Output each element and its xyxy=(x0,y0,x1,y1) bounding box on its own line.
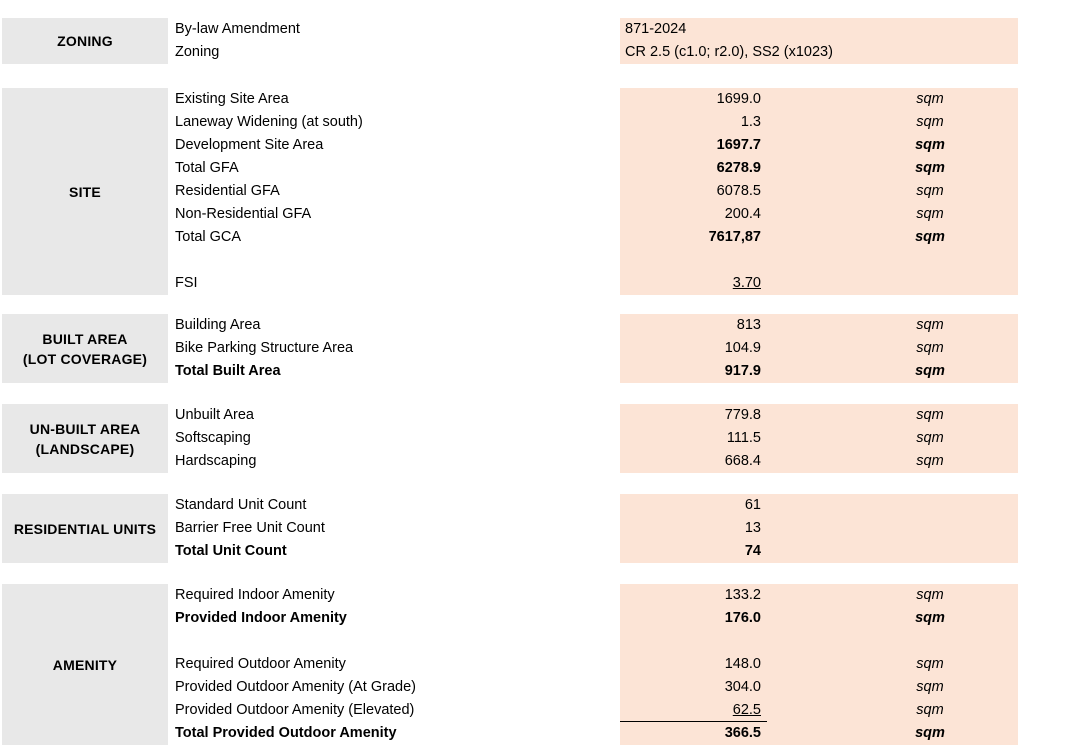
stat-row xyxy=(0,226,1073,249)
section-site xyxy=(0,88,1073,295)
stat-row xyxy=(0,180,1073,203)
stat-row xyxy=(0,607,1073,630)
unit-label: sqm xyxy=(915,137,945,153)
unit-label: sqm xyxy=(916,453,944,469)
section-title-line: RESIDENTIAL UNITS xyxy=(13,520,157,537)
row-value: 304.0 xyxy=(724,679,761,695)
sections-container xyxy=(0,18,1073,745)
section-title-line: AMENITY xyxy=(52,656,118,673)
stat-row xyxy=(0,41,1073,64)
stat-row xyxy=(0,360,1073,383)
row-value: 779.8 xyxy=(724,407,761,423)
section-built xyxy=(0,314,1073,383)
row-value: 104.9 xyxy=(724,340,761,356)
stat-row xyxy=(0,272,1073,295)
row-value: 3.70 xyxy=(732,275,761,291)
row-value: 111.5 xyxy=(726,430,761,446)
row-label: Total Built Area xyxy=(175,363,281,379)
row-value: 74 xyxy=(744,543,761,559)
blank-row xyxy=(0,630,1073,653)
stat-row xyxy=(0,337,1073,360)
section-title-line: BUILT AREA xyxy=(42,330,128,347)
unit-label: sqm xyxy=(916,587,944,603)
unit-label: sqm xyxy=(916,679,944,695)
unit-label: sqm xyxy=(916,430,944,446)
unit-label: sqm xyxy=(916,114,944,130)
stat-row xyxy=(0,134,1073,157)
row-value: 148.0 xyxy=(724,656,761,672)
section-amenity xyxy=(0,584,1073,745)
section-title-line: UN-BUILT AREA xyxy=(29,420,141,437)
unit-label: sqm xyxy=(915,725,945,741)
unit-label: sqm xyxy=(916,407,944,423)
row-value: 6078.5 xyxy=(716,183,761,199)
unit-label: sqm xyxy=(916,702,944,718)
row-label: Total GFA xyxy=(175,160,239,176)
row-label: Provided Outdoor Amenity (Elevated) xyxy=(175,702,415,718)
stat-row xyxy=(0,540,1073,563)
unit-label: sqm xyxy=(916,317,944,333)
row-label: Development Site Area xyxy=(175,137,324,153)
unit-label: sqm xyxy=(916,206,944,222)
section-title-line: ZONING xyxy=(57,33,113,49)
row-label: Laneway Widening (at south) xyxy=(175,114,363,130)
row-value: 200.4 xyxy=(724,206,761,222)
unit-label: sqm xyxy=(915,160,945,176)
row-label: Total Unit Count xyxy=(175,543,287,559)
row-label: Total Provided Outdoor Amenity xyxy=(175,725,397,741)
section-residential xyxy=(0,494,1073,563)
stat-row xyxy=(0,314,1073,337)
row-label: Provided Indoor Amenity xyxy=(175,610,347,626)
row-value: 6278.9 xyxy=(716,160,761,176)
blank-row xyxy=(0,249,1073,272)
unit-label: sqm xyxy=(915,229,945,245)
row-label: Barrier Free Unit Count xyxy=(175,520,325,536)
row-value: 62.5 xyxy=(732,702,761,718)
row-label: Zoning xyxy=(175,44,220,60)
row-value: 813 xyxy=(736,317,761,333)
stat-row xyxy=(0,722,1073,745)
stat-row xyxy=(0,88,1073,111)
row-label: FSI xyxy=(175,275,198,291)
unit-label: sqm xyxy=(916,91,944,107)
row-value: 1699.0 xyxy=(716,91,761,107)
row-value: 7617,87 xyxy=(708,229,761,245)
stat-row xyxy=(0,584,1073,607)
row-value: 133.2 xyxy=(724,587,761,603)
row-label: Total GCA xyxy=(175,229,242,245)
row-value: 1.3 xyxy=(740,114,761,130)
unit-label: sqm xyxy=(916,183,944,199)
section-title-line: (LOT COVERAGE) xyxy=(22,350,148,367)
section-unbuilt xyxy=(0,404,1073,473)
section-title-line: (LANDSCAPE) xyxy=(35,440,135,457)
row-label: Building Area xyxy=(175,317,261,333)
row-label: Residential GFA xyxy=(175,183,280,199)
row-value: 176.0 xyxy=(724,610,761,626)
stat-row xyxy=(0,494,1073,517)
row-value: 917.9 xyxy=(724,363,761,379)
row-value: CR 2.5 (c1.0; r2.0), SS2 (x1023) xyxy=(625,44,833,60)
section-title-line: SITE xyxy=(69,183,101,200)
unit-label: sqm xyxy=(915,363,945,379)
stat-row xyxy=(0,676,1073,699)
stat-row xyxy=(0,517,1073,540)
row-value: 61 xyxy=(744,497,761,513)
row-value: 1697.7 xyxy=(716,137,761,153)
stat-row xyxy=(0,18,1073,41)
stat-row xyxy=(0,699,1073,722)
row-label: Bike Parking Structure Area xyxy=(175,340,354,356)
row-label: Softscaping xyxy=(175,430,251,446)
row-label: Non-Residential GFA xyxy=(175,206,312,222)
unit-label: sqm xyxy=(916,656,944,672)
row-label: By-law Amendment xyxy=(175,21,300,37)
stat-row xyxy=(0,427,1073,450)
stat-row xyxy=(0,450,1073,473)
stat-row xyxy=(0,404,1073,427)
stat-row xyxy=(0,653,1073,676)
row-value: 668.4 xyxy=(724,453,761,469)
section-zoning xyxy=(0,18,1073,64)
row-label: Standard Unit Count xyxy=(175,497,307,513)
row-value: 871-2024 xyxy=(625,21,687,37)
unit-label: sqm xyxy=(915,610,945,626)
row-label: Required Indoor Amenity xyxy=(175,587,335,603)
stat-row xyxy=(0,157,1073,180)
stat-row xyxy=(0,203,1073,226)
stat-row xyxy=(0,111,1073,134)
row-value: 366.5 xyxy=(724,725,761,741)
row-label: Required Outdoor Amenity xyxy=(175,656,346,672)
row-label: Unbuilt Area xyxy=(175,407,254,423)
unit-label: sqm xyxy=(916,340,944,356)
row-value: 13 xyxy=(744,520,761,536)
row-label: Provided Outdoor Amenity (At Grade) xyxy=(175,679,416,695)
row-label: Hardscaping xyxy=(175,453,257,469)
row-label: Existing Site Area xyxy=(175,91,289,107)
